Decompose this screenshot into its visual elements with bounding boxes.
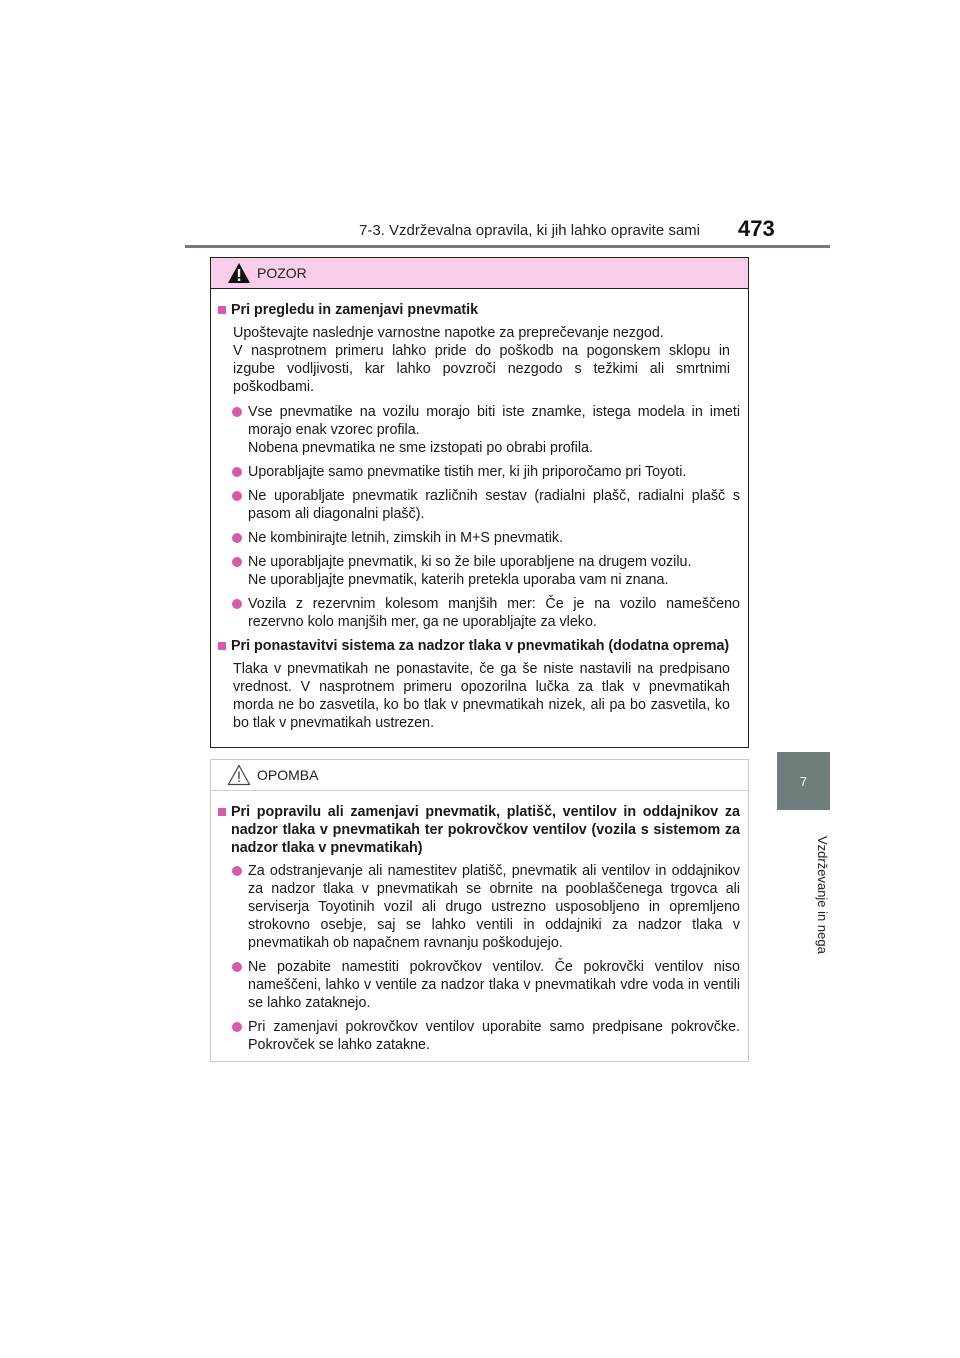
section-paragraph: Upoštevajte naslednje varnostne napotke za preprečevanje nezgod. V nasprotnem primeru lahko pride do poškodb na pogonskem sklopu in izgube vodljivosti, kar lahko povzroči nezgodo s težkimi ali smrtnimi poškodbami. <box>233 325 730 395</box>
list-item-text: Za odstranjevanje ali namestitev platišč, pnevmatik ali ventilov in oddajnikov za nadzor tlaka v pnevmatikah se obrnite na pooblaščenega trgovca ali serviserja Toyotinih vozil ali drugo ustrezno usposobljeno in opremljeno strokovno osebje, saj se lahko ventili in oddajniki za nadzor tlaka v pnevmatikah ob napačnem ravnanju poškodujejo. <box>248 863 740 951</box>
list-item-text: Ne uporabljajte pnevmatik, ki so že bile uporabljene na drugem vozilu. Ne uporabljajte pnevmatik, katerih pretekla uporaba vam ni znana. <box>248 554 692 588</box>
warning-box-body <box>211 289 748 732</box>
round-bullet-icon <box>232 866 242 876</box>
round-bullet-icon <box>232 557 242 567</box>
section <box>218 637 740 732</box>
section-paragraph: Tlaka v pnevmatikah ne ponastavite, če ga še niste nastavili na predpisano vrednost. V nasprotnem primeru opozorilna lučka za tlak v pnevmatikah morda ne bo zasvetila, ko bo tlak v pnevmatikah nizek, ali pa bo zasvetila, ko bo tlak v pnevmatikah ustrezen. <box>233 661 730 731</box>
list-item-text: Uporabljajte samo pnevmatike tistih mer, ki jih priporočamo pri Toyoti. <box>248 464 687 480</box>
section-title <box>218 637 740 655</box>
list-item <box>218 487 740 523</box>
notice-label: OPOMBA <box>257 767 319 783</box>
list-item-text: Ne kombinirajte letnih, zimskih in M+S pnevmatik. <box>248 530 564 546</box>
square-bullet-icon <box>218 808 226 816</box>
section-title <box>218 301 740 319</box>
list-item <box>218 1018 740 1054</box>
notice-triangle-outline-icon <box>227 764 251 786</box>
header-rule <box>185 245 830 248</box>
list-item-text: Pri zamenjavi pokrovčkov ventilov uporabite samo predpisane pokrovčke. Pokrovček se lahko zatakne. <box>248 1019 740 1053</box>
round-bullet-icon <box>232 533 242 543</box>
list-item <box>218 862 740 952</box>
list-item-text: Ne uporabljate pnevmatik različnih sestav (radialni plašč, radialni plašč s pasom ali diagonalni plašč). <box>248 488 740 522</box>
list-item-text: Vozila z rezervnim kolesom manjših mer: Če je na vozilo nameščeno rezervno kolo manjših mer, ga ne uporabljajte za vleko. <box>248 596 740 630</box>
round-bullet-icon <box>232 491 242 501</box>
list-item <box>218 463 740 481</box>
notice-box <box>210 759 749 1062</box>
warning-label: POZOR <box>257 265 307 281</box>
warning-triangle-icon <box>227 262 251 284</box>
section <box>218 803 740 1054</box>
warning-box <box>210 257 749 748</box>
header-title: 7-3. Vzdrževalna opravila, ki jih lahko opravite sami <box>359 222 700 239</box>
section-title-text: Pri ponastavitvi sistema za nadzor tlaka v pnevmatikah (dodatna oprema) <box>231 638 730 654</box>
round-bullet-icon <box>232 599 242 609</box>
list-item <box>218 553 740 589</box>
notice-box-header <box>211 760 748 791</box>
square-bullet-icon <box>218 306 226 314</box>
chapter-tab: 7 <box>777 752 830 810</box>
list-item <box>218 595 740 631</box>
section-title-text: Pri pregledu in zamenjavi pnevmatik <box>231 302 479 318</box>
square-bullet-icon <box>218 642 226 650</box>
page-number: 473 <box>738 216 775 241</box>
list-item-text: Vse pnevmatike na vozilu morajo biti iste znamke, istega modela in imeti morajo enak vzorec profila. Nobena pnevmatika ne sme izstopati po obrabi profila. <box>248 404 740 456</box>
section-title-text: Pri popravilu ali zamenjavi pnevmatik, platišč, ventilov in oddajnikov za nadzor tlaka v pnevmatikah ter pokrovčkov ventilov (vozila s sistemom za nadzor tlaka v pnevmatikah) <box>231 804 740 856</box>
list-item <box>218 529 740 547</box>
notice-box-body <box>211 791 748 1054</box>
section <box>218 301 740 631</box>
round-bullet-icon <box>232 467 242 477</box>
list-item <box>218 958 740 1012</box>
section-title <box>218 803 740 857</box>
list-item-text: Ne pozabite namestiti pokrovčkov ventilov. Če pokrovčki ventilov niso nameščeni, lahko v ventile za nadzor tlaka v pnevmatikah vdre voda in ventili se lahko zataknejo. <box>248 959 740 1011</box>
list-item <box>218 403 740 457</box>
round-bullet-icon <box>232 962 242 972</box>
round-bullet-icon <box>232 1022 242 1032</box>
warning-box-header <box>211 258 748 289</box>
round-bullet-icon <box>232 407 242 417</box>
chapter-side-label: Vzdrževanje in nega <box>815 836 830 954</box>
